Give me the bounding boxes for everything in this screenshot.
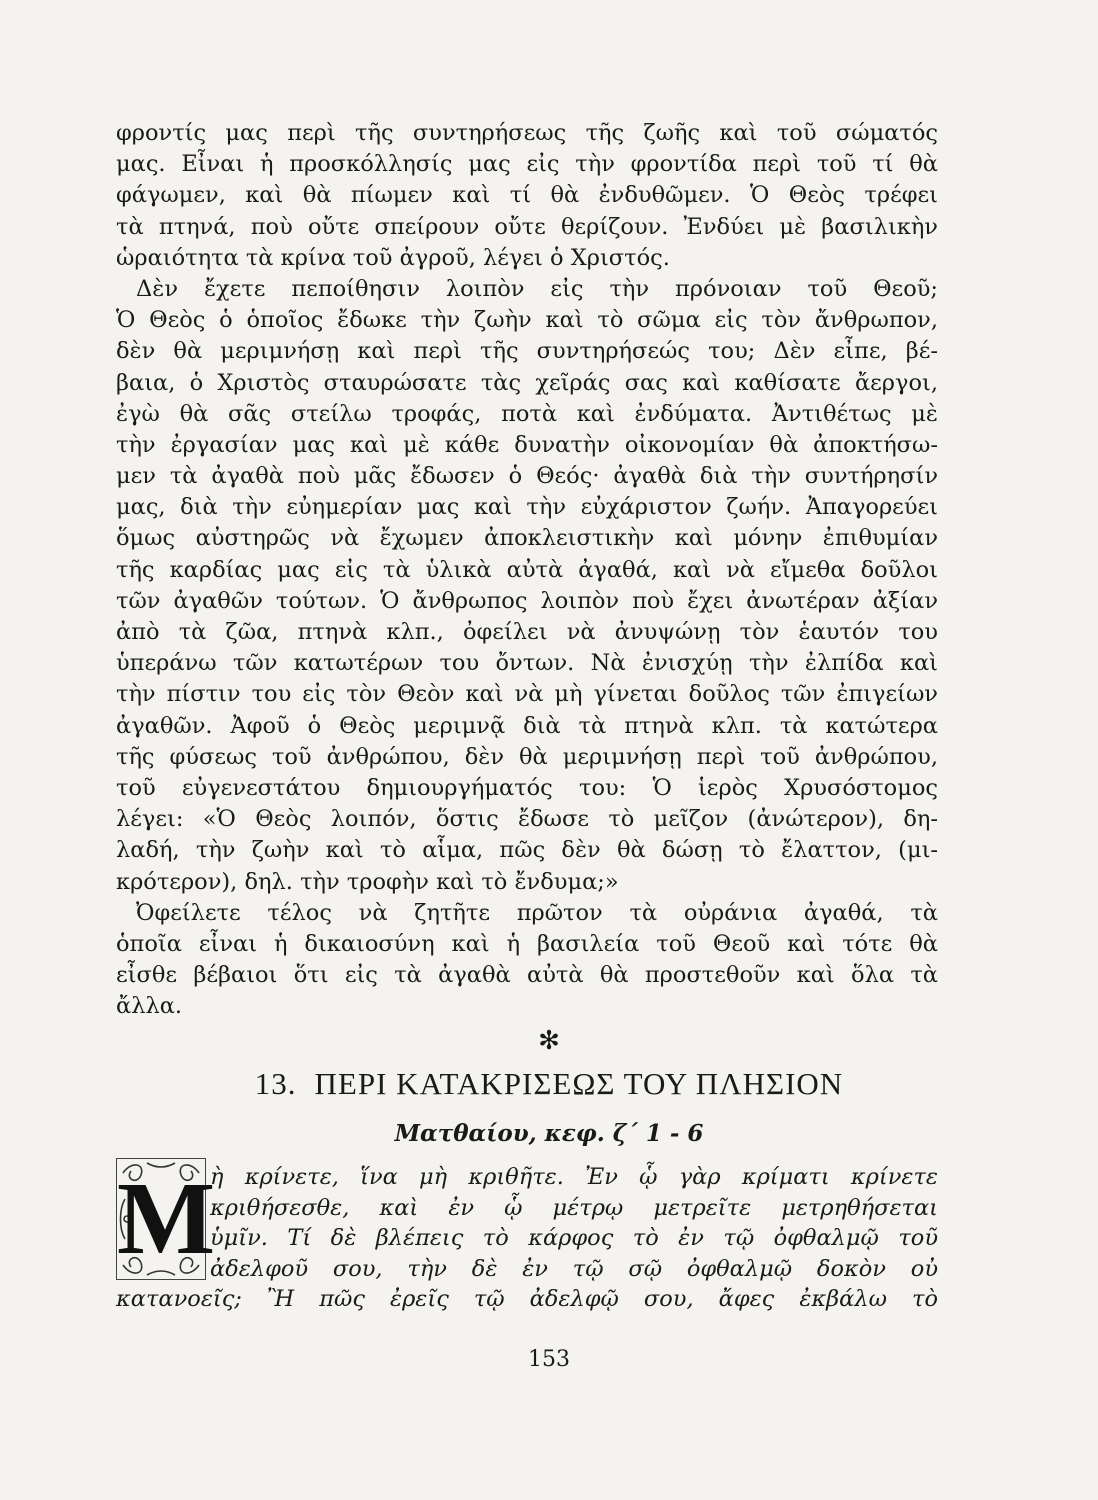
chapter-number: 13. (254, 1066, 297, 1101)
text-line: Ὁ Θεὸς ὁ ὁποῖος ἔδωκε τὴν ζωὴν καὶ τὸ σῶμα εἰς τὸν ἄνθρωπον, (116, 307, 938, 334)
text-line: τῆς καρδίας μας εἰς τὰ ὑλικὰ αὐτὰ ἀγαθά, καὶ νὰ εἴμεθα δοῦλοι (116, 556, 938, 583)
text-line: τὴν ἐργασίαν μας καὶ μὲ κάθε δυνατὴν οἰκονομίαν θὰ ἀποκτήσω- (116, 431, 938, 458)
text-line: ὡραιότητα τὰ κρίνα τοῦ ἀγροῦ, λέγει ὁ Χριστός. (116, 244, 670, 271)
text-line: ἀγαθῶν. Ἀφοῦ ὁ Θεὸς μεριμνᾷ διὰ τὰ πτηνὰ κλπ. τὰ κατώτερα (116, 712, 938, 739)
text-line: δὲν θὰ μεριμνήσῃ καὶ περὶ τῆς συντηρήσεώς του; Δὲν εἶπε, βέ- (116, 338, 938, 365)
text-line: φάγωμεν, καὶ θὰ πίωμεν καὶ τί θὰ ἐνδυθῶμεν. Ὁ Θεὸς τρέφει (116, 182, 938, 209)
text-line: ὑπεράνω τῶν κατωτέρων του ὄντων. Νὰ ἐνισχύῃ τὴν ἐλπίδα καὶ (116, 650, 938, 677)
text-line: κρότερον), δηλ. τὴν τροφὴν καὶ τὸ ἔνδυμα;» (116, 868, 619, 895)
text-line: ἄλλα. (116, 993, 183, 1020)
text-line: τῆς φύσεως τοῦ ἀνθρώπου, δὲν θὰ μεριμνήσῃ περὶ τοῦ ἀνθρώπου, (116, 743, 938, 770)
text-line: εἶσθε βέβαιοι ὅτι εἰς τὰ ἀγαθὰ αὐτὰ θὰ προστεθοῦν καὶ ὅλα τὰ (116, 962, 938, 989)
text-line: τῶν ἀγαθῶν τούτων. Ὁ ἄνθρωπος λοιπὸν ποὺ ἔχει ἀνωτέραν ἀξίαν (116, 587, 938, 614)
chapter-title: ΠΕΡΙ ΚΑΤΑΚΡΙΣΕΩΣ ΤΟΥ ΠΛΗΣΙΟΝ (314, 1066, 844, 1101)
text-line: Ὀφείλετε τέλος νὰ ζητῆτε πρῶτον τὰ οὐράνια ἀγαθά, τὰ (136, 899, 938, 926)
text-line: μας. Εἶναι ἡ προσκόλλησίς μας εἰς τὴν φροντίδα περὶ τοῦ τί θὰ (116, 151, 938, 178)
section-separator: ✻ (538, 1026, 560, 1056)
scripture-line: ὑμῖν. Τί δὲ βλέπεις τὸ κάρφος τὸ ἐν τῷ ὀφθαλμῷ τοῦ (210, 1225, 938, 1252)
text-line: φροντίς μας περὶ τῆς συντηρήσεως τῆς ζωῆς καὶ τοῦ σώματός (116, 120, 938, 146)
scripture-text (116, 1162, 938, 1315)
scripture-line: κατανοεῖς; Ἢ πῶς ἐρεῖς τῷ ἀδελφῷ σου, ἄφες ἐκβάλω τὸ (116, 1286, 938, 1313)
drop-cap-letter: M (117, 1161, 216, 1276)
text-line: μας, διὰ τὴν εὐημερίαν μας καὶ τὴν εὐχάριστον ζωήν. Ἀπαγορεύει (116, 494, 938, 521)
text-line: λέγει: «Ὁ Θεὸς λοιπόν, ὅστις ἔδωσε τὸ μεῖζον (ἀνώτερον), δη- (116, 806, 938, 833)
text-line: τὰ πτηνά, ποὺ οὔτε σπείρουν οὔτε θερίζουν. Ἐνδύει μὲ βασιλικὴν (116, 213, 938, 240)
body-text (116, 118, 938, 1022)
text-line: ὁποῖα εἶναι ἡ δικαιοσύνη καὶ ἡ βασιλεία τοῦ Θεοῦ καὶ τότε θὰ (116, 930, 938, 957)
text-line: ὅμως αὐστηρῶς νὰ ἔχωμεν ἀποκλειστικὴν καὶ μόνην ἐπιθυμίαν (116, 525, 938, 552)
page-number: 153 (528, 1347, 570, 1372)
text-line: Δὲν ἔχετε πεποίθησιν λοιπὸν εἰς τὴν πρόνοιαν τοῦ Θεοῦ; (136, 275, 938, 302)
scripture-line: ὴ κρίνετε, ἵνα μὴ κριθῆτε. Ἐν ᾧ γὰρ κρίματι κρίνετε (210, 1164, 938, 1190)
text-line: ἐγὼ θὰ σᾶς στείλω τροφάς, ποτὰ καὶ ἐνδύματα. Ἀντιθέτως μὲ (116, 400, 938, 427)
scripture-line: ἀδελφοῦ σου, τὴν δὲ ἐν τῷ σῷ ὀφθαλμῷ δοκὸν οὐ (210, 1255, 938, 1282)
scripture-reference: Ματθαίου, κεφ. ζ΄ 1 - 6 (394, 1120, 704, 1147)
chapter-heading (0, 1064, 1098, 1104)
text-line: ἀπὸ τὰ ζῶα, πτηνὰ κλπ., ὀφείλει νὰ ἀνυψώνῃ τὸν ἑαυτόν του (116, 619, 938, 645)
scripture-line: κριθήσεσθε, καὶ ἐν ᾧ μέτρῳ μετρεῖτε μετρηθήσεται (210, 1194, 938, 1221)
text-line: τοῦ εὐγενεστάτου δημιουργήματός του: Ὁ ἱερὸς Χρυσόστομος (116, 774, 938, 801)
text-line: τὴν πίστιν του εἰς τὸν Θεὸν καὶ νὰ μὴ γίνεται δοῦλος τῶν ἐπιγείων (116, 681, 938, 708)
text-line: βαια, ὁ Χριστὸς σταυρώσατε τὰς χεῖράς σας καὶ καθίσατε ἄεργοι, (116, 369, 938, 396)
text-line: λαδή, τὴν ζωὴν καὶ τὸ αἷμα, πῶς δὲν θὰ δώσῃ τὸ ἔλαττον, (μι- (116, 837, 938, 864)
text-line: μεν τὰ ἀγαθὰ ποὺ μᾶς ἔδωσεν ὁ Θεός· ἀγαθὰ διὰ τὴν συντήρησίν (116, 463, 938, 490)
